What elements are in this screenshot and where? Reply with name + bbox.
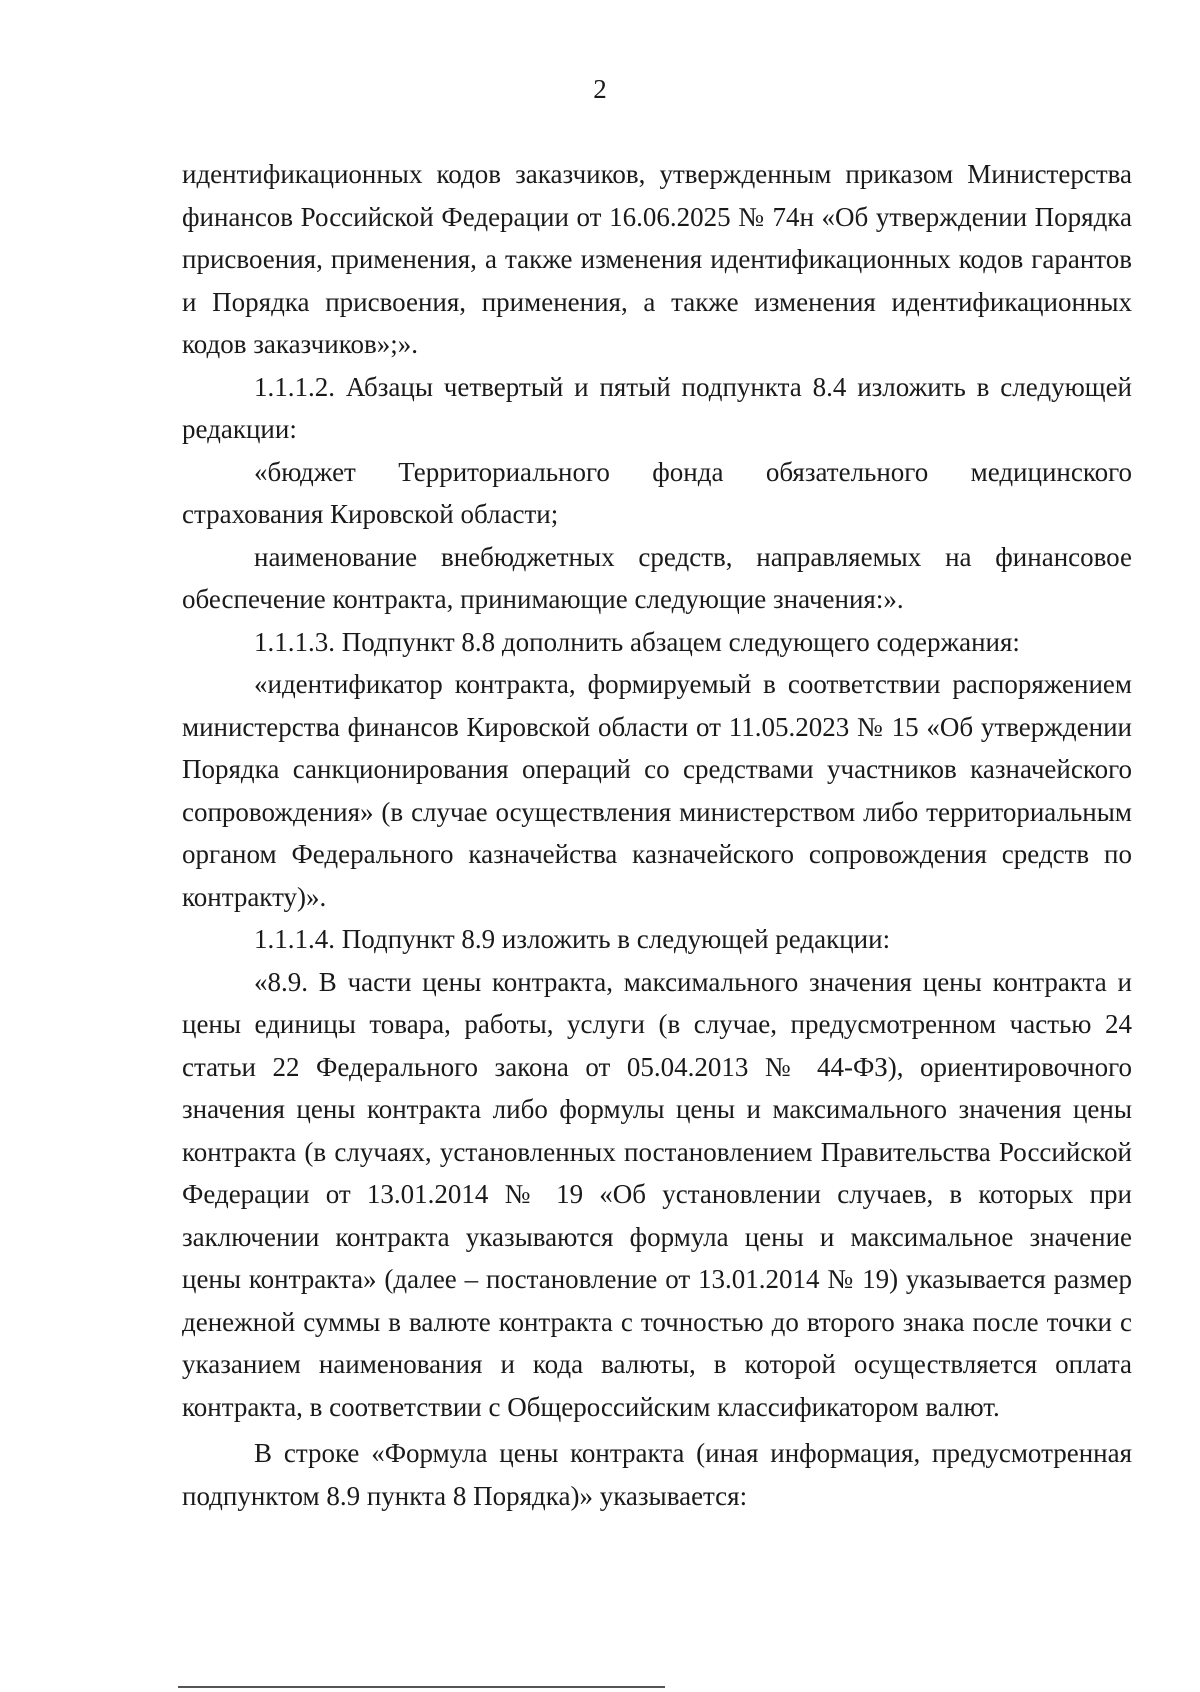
document-body (182, 153, 1132, 1517)
page-number: 2 (593, 74, 607, 104)
paragraph-item-1-1-1-3: 1.1.1.3. Подпункт 8.8 дополнить абзацем следующего содержания: (254, 626, 1020, 657)
paragraph-item-1-1-1-4: 1.1.1.4. Подпункт 8.9 изложить в следующей редакции: (254, 924, 891, 954)
paragraph-8-9: «8.9. В части цены контракта, максимального значения цены контракта и цены единицы товара, работы, услуги (в случае, предусмотренном частью 24 статьи 22 Федерального закона от 05.04.2013 № 44-ФЗ), ориентировочного значения цены контракта либо формулы цены и максимального значения цены контракта (в случаях, установленных постановлением Правительства Российской Федерации от 13.01.2014 № 19 «Об установлении случаев, в которых при заключении контракта указываются формула цены и максимальное значение цены контракта» (далее – постановление от 13.01.2014 № 19) указывается размер денежной суммы в валюте контракта с точностью до второго знака после точки с указанием наименования и кода валюты, в которой осуществляется оплата контракта, в соответствии с Общероссийским классификатором валют. (182, 966, 1132, 1422)
paragraph-extrabudgetary-funds: наименование внебюджетных средств, направляемых на финансовое обеспечение контракта, принимающие следующие значения:». (182, 541, 1132, 614)
paragraph-price-formula-row: В строке «Формула цены контракта (иная информация, предусмотренная подпунктом 8.9 пункта 8 Порядка)» указывается: (182, 1438, 1132, 1511)
paragraph-contract-identifier: «идентификатор контракта, формируемый в соответствии распоряжением министерства финансов Кировской области от 11.05.2023 № 15 «Об утверждении Порядка санкционирования операций со средствами участников казначейского сопровождения» (в случае осуществления министерством либо территориальным органом Федерального казначейства казначейского сопровождения средств по контракту)». (182, 669, 1132, 912)
paragraph-quote-budget: «бюджет Территориального фонда обязательного медицинского страхования Кировской области; (182, 456, 1132, 529)
paragraph-item-1-1-1-2: 1.1.1.2. Абзацы четвертый и пятый подпункта 8.4 изложить в следующей редакции: (182, 371, 1132, 444)
paragraph-continuation: идентификационных кодов заказчиков, утвержденным приказом Министерства финансов Российской Федерации от 16.06.2025 № 74н «Об утверждении Порядка присвоения, применения, а также изменения идентификационных кодов гарантов и Порядка присвоения, применения, а также изменения идентификационных кодов заказчиков»;». (182, 159, 1132, 359)
bottom-divider (178, 1686, 665, 1688)
